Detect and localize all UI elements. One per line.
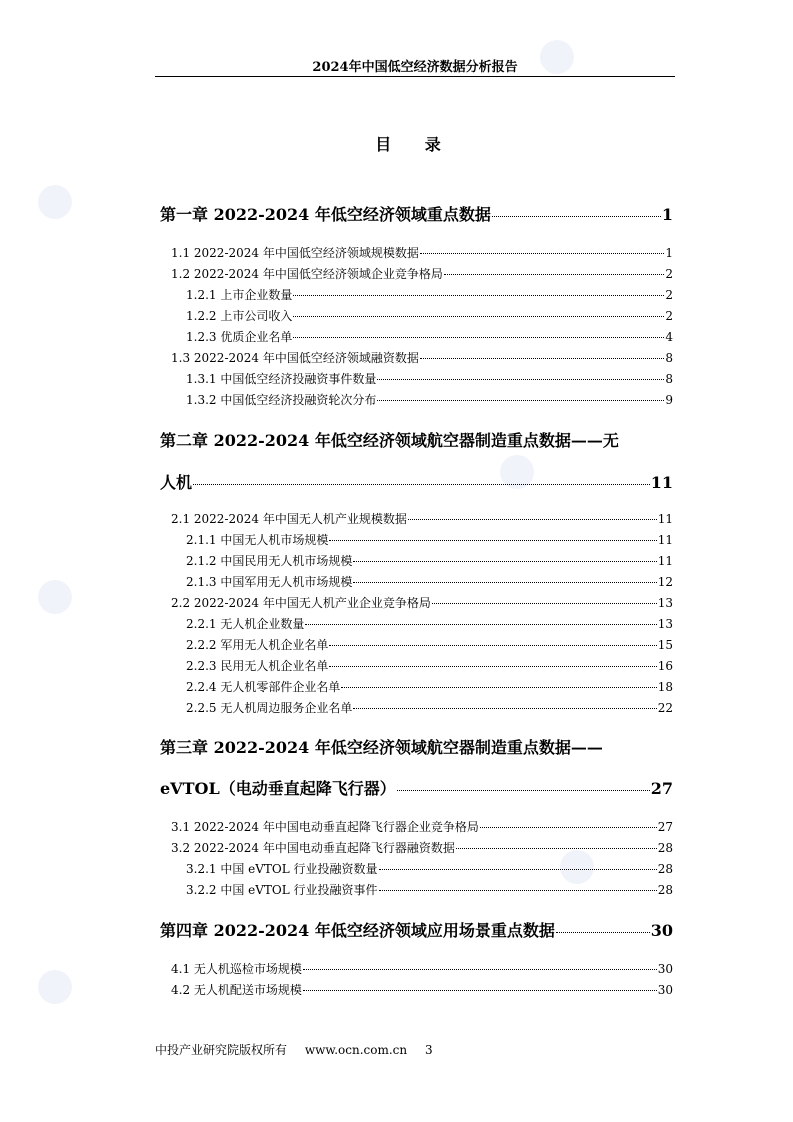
toc-title: 目 录 [375, 135, 455, 154]
entry-page: 1 [665, 246, 673, 260]
leader-dots [303, 969, 657, 970]
leader-dots [420, 253, 665, 254]
toc-entry[interactable] [186, 657, 673, 674]
leader-dots [456, 848, 657, 849]
entry-page: 2 [665, 288, 673, 302]
entry-page: 13 [657, 617, 673, 631]
chapter-label: 人机 [160, 473, 193, 492]
toc-entry[interactable] [186, 636, 673, 653]
leader-dots [377, 379, 664, 380]
toc-entry[interactable] [171, 594, 673, 611]
leader-dots [492, 216, 661, 217]
watermark-logo-icon [38, 580, 72, 614]
entry-page: 22 [657, 701, 673, 715]
toc-chapter-2-line1[interactable]: 第二章 2022-2024 年低空经济领域航空器制造重点数据——无 [160, 431, 619, 450]
page-header-title: 2024年中国低空经济数据分析报告 [312, 60, 518, 75]
entry-label: 1.3.2 中国低空经济投融资轮次分布 [186, 393, 377, 407]
entry-label: 1.2.1 上市企业数量 [186, 288, 293, 302]
watermark-logo-icon [38, 970, 72, 1004]
entry-label: 3.2.1 中国 eVTOL 行业投融资数量 [186, 862, 378, 876]
chapter-page: 27 [650, 779, 673, 798]
entry-label: 2.1.1 中国无人机市场规模 [186, 533, 329, 547]
toc-entry[interactable] [186, 615, 673, 632]
toc-entry[interactable] [186, 328, 673, 345]
entry-label: 1.1 2022-2024 年中国低空经济领域规模数据 [171, 246, 419, 260]
leader-dots [420, 358, 665, 359]
entry-page: 8 [665, 351, 673, 365]
entry-label: 2.1.2 中国民用无人机市场规模 [186, 554, 353, 568]
chapter-label: 第一章 2022-2024 年低空经济领域重点数据 [160, 205, 491, 224]
toc-entry[interactable] [171, 244, 673, 261]
entry-page: 2 [665, 267, 673, 281]
entry-page: 30 [657, 962, 673, 976]
leader-dots [377, 400, 664, 401]
toc-chapter-2[interactable] [160, 470, 673, 493]
entry-page: 28 [657, 862, 673, 876]
toc-entry[interactable] [186, 286, 673, 303]
entry-label: 2.1.3 中国军用无人机市场规模 [186, 575, 353, 589]
leader-dots [379, 869, 657, 870]
leader-dots [293, 337, 664, 338]
entry-page: 28 [657, 883, 673, 897]
toc-entry[interactable] [171, 349, 673, 366]
leader-dots [556, 932, 650, 933]
leader-dots [329, 666, 656, 667]
leader-dots [341, 687, 656, 688]
toc-entry[interactable] [186, 370, 673, 387]
leader-dots [329, 540, 656, 541]
entry-label: 2.2.2 军用无人机企业名单 [186, 638, 329, 652]
entry-label: 2.2.5 无人机周边服务企业名单 [186, 701, 353, 715]
toc-entry[interactable] [171, 960, 673, 977]
chapter-label: eVTOL（电动垂直起降飞行器） [160, 779, 396, 798]
leader-dots [303, 990, 657, 991]
footer-website[interactable]: www.ocn.com.cn [304, 1043, 408, 1057]
entry-page: 4 [665, 330, 673, 344]
entry-label: 2.1 2022-2024 年中国无人机产业规模数据 [171, 512, 407, 526]
leader-dots [408, 519, 657, 520]
entry-label: 4.2 无人机配送市场规模 [171, 983, 302, 997]
leader-dots [379, 890, 657, 891]
chapter-page: 30 [650, 921, 673, 940]
toc-entry[interactable] [171, 265, 673, 282]
watermark-logo-icon [38, 185, 72, 219]
leader-dots [293, 316, 664, 317]
entry-label: 1.3 2022-2024 年中国低空经济领域融资数据 [171, 351, 419, 365]
entry-label: 4.1 无人机巡检市场规模 [171, 962, 302, 976]
header-divider [155, 76, 675, 77]
leader-dots [353, 708, 656, 709]
entry-label: 3.2.2 中国 eVTOL 行业投融资事件 [186, 883, 378, 897]
entry-page: 30 [657, 983, 673, 997]
chapter-page: 1 [661, 205, 673, 224]
toc-entry[interactable] [186, 573, 673, 590]
entry-page: 11 [657, 533, 673, 547]
footer-page-number: 3 [424, 1043, 433, 1057]
entry-label: 2.2.3 民用无人机企业名单 [186, 659, 329, 673]
entry-page: 12 [657, 575, 673, 589]
page-footer [155, 1041, 675, 1058]
leader-dots [397, 790, 650, 791]
entry-label: 1.2 2022-2024 年中国低空经济领域企业竞争格局 [171, 267, 443, 281]
leader-dots [293, 295, 664, 296]
entry-page: 2 [665, 309, 673, 323]
toc-chapter-3-line1[interactable]: 第三章 2022-2024 年低空经济领域航空器制造重点数据—— [160, 738, 603, 757]
toc-chapter-3[interactable] [160, 776, 673, 799]
toc-chapter-4[interactable] [160, 918, 673, 941]
entry-label: 1.2.3 优质企业名单 [186, 330, 293, 344]
leader-dots [432, 603, 657, 604]
leader-dots [305, 624, 656, 625]
entry-page: 16 [657, 659, 673, 673]
entry-label: 1.3.1 中国低空经济投融资事件数量 [186, 372, 377, 386]
toc-entry[interactable] [186, 552, 673, 569]
toc-entry[interactable] [186, 307, 673, 324]
entry-page: 9 [665, 393, 673, 407]
entry-page: 13 [657, 596, 673, 610]
footer-copyright: 中投产业研究院版权所有 [155, 1043, 288, 1057]
chapter-page: 11 [650, 473, 673, 492]
entry-page: 28 [657, 841, 673, 855]
toc-entry[interactable] [186, 531, 673, 548]
chapter-label: 第四章 2022-2024 年低空经济领域应用场景重点数据 [160, 921, 555, 940]
leader-dots [480, 827, 657, 828]
entry-page: 15 [657, 638, 673, 652]
entry-label: 2.2 2022-2024 年中国无人机产业企业竞争格局 [171, 596, 431, 610]
entry-page: 27 [657, 820, 673, 834]
entry-label: 2.2.1 无人机企业数量 [186, 617, 305, 631]
toc-entry[interactable] [171, 510, 673, 527]
entry-label: 3.2 2022-2024 年中国电动垂直起降飞行器融资数据 [171, 841, 455, 855]
leader-dots [353, 561, 656, 562]
toc-entry[interactable] [186, 881, 673, 898]
leader-dots [444, 274, 665, 275]
toc-chapter-1[interactable] [160, 202, 673, 225]
toc-entry[interactable] [171, 818, 673, 835]
toc-entry[interactable] [186, 860, 673, 877]
leader-dots [193, 484, 650, 485]
entry-page: 11 [657, 512, 673, 526]
toc-entry[interactable] [186, 391, 673, 408]
entry-page: 18 [657, 680, 673, 694]
entry-label: 1.2.2 上市公司收入 [186, 309, 293, 323]
toc-entry[interactable] [171, 839, 673, 856]
entry-label: 3.1 2022-2024 年中国电动垂直起降飞行器企业竞争格局 [171, 820, 479, 834]
toc-entry[interactable] [171, 981, 673, 998]
entry-page: 8 [665, 372, 673, 386]
leader-dots [329, 645, 656, 646]
toc-entry[interactable] [186, 699, 673, 716]
entry-label: 2.2.4 无人机零部件企业名单 [186, 680, 341, 694]
entry-page: 11 [657, 554, 673, 568]
leader-dots [353, 582, 656, 583]
toc-entry[interactable] [186, 678, 673, 695]
